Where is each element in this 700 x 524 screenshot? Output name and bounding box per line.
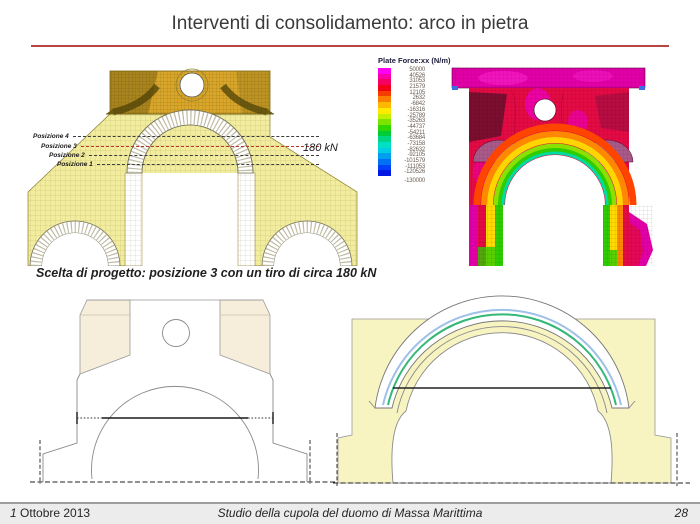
position-row <box>33 151 319 160</box>
legend-row <box>378 179 438 185</box>
arch-curve <box>92 386 259 479</box>
legend-value: -120526 <box>404 169 425 176</box>
position-line <box>89 155 319 156</box>
legend-value: -6842 <box>410 101 425 108</box>
page-number: 28 <box>674 506 688 520</box>
fem-stress-figure <box>443 62 665 267</box>
pier-left <box>469 205 503 266</box>
upper-block <box>106 69 274 114</box>
legend-color-swatch <box>378 170 391 176</box>
legend-value: 21579 <box>409 84 425 91</box>
legend-value: 31053 <box>409 78 425 85</box>
force-label: 180 kN <box>303 142 338 154</box>
legend-value: -16316 <box>407 106 425 113</box>
position-line <box>97 164 319 165</box>
title-underline <box>31 45 669 47</box>
top-band <box>452 68 645 90</box>
position-row <box>33 160 319 169</box>
circular-hole <box>534 99 556 121</box>
position-label: Posizione 1 <box>57 161 93 169</box>
outline-drawing-figure <box>30 292 340 484</box>
stress-legend <box>378 56 451 184</box>
legend-title: Plate Force:xx (N/m) <box>378 56 451 65</box>
legend-row <box>378 170 438 176</box>
circular-hole <box>163 320 190 347</box>
position-label: Posizione 4 <box>33 133 69 141</box>
page-title: Interventi di consolidamento: arco in pietra <box>171 13 529 34</box>
design-choice-caption: Scelta di progetto: posizione 3 con un tiro di circa 180 kN <box>36 266 377 280</box>
legend-value: -54211 <box>407 129 425 136</box>
legend-value: -82632 <box>407 146 425 153</box>
legend-value: 40526 <box>409 72 425 79</box>
legend-value: -111053 <box>405 163 425 170</box>
footer-date-text: Ottobre 2013 <box>16 506 91 520</box>
position-line <box>73 136 319 137</box>
reinforcement-drawing-figure <box>333 293 690 488</box>
legend-value: -44737 <box>407 123 425 130</box>
legend-value: 12105 <box>409 89 425 96</box>
legend-value: -63684 <box>407 135 425 142</box>
legend-value: -25789 <box>407 112 425 119</box>
position-label: Posizione 2 <box>49 151 85 159</box>
footer-date-number: 1 <box>10 506 17 520</box>
position-row <box>33 141 319 150</box>
legend-value: -101579 <box>404 158 425 164</box>
wall-outline <box>43 374 307 482</box>
footer-title: Studio della cupola del duomo di Massa Marittima <box>217 506 483 520</box>
position-line <box>81 146 319 147</box>
slide-footer <box>0 502 700 524</box>
legend-value: 50000 <box>409 67 425 73</box>
legend-value: -73158 <box>407 140 425 147</box>
position-row <box>33 132 319 141</box>
legend-value: -130000 <box>404 177 425 184</box>
legend-value: -92105 <box>407 152 425 159</box>
datum-lines <box>30 440 340 484</box>
pier-right <box>603 205 653 266</box>
position-rows <box>33 132 319 170</box>
legend-value: 2632 <box>412 95 425 102</box>
upper-block-outline <box>80 300 270 374</box>
legend-value: -35263 <box>407 118 425 125</box>
legend-rows <box>378 68 438 184</box>
position-label: Posizione 3 <box>41 142 77 150</box>
circular-hole <box>180 73 204 97</box>
